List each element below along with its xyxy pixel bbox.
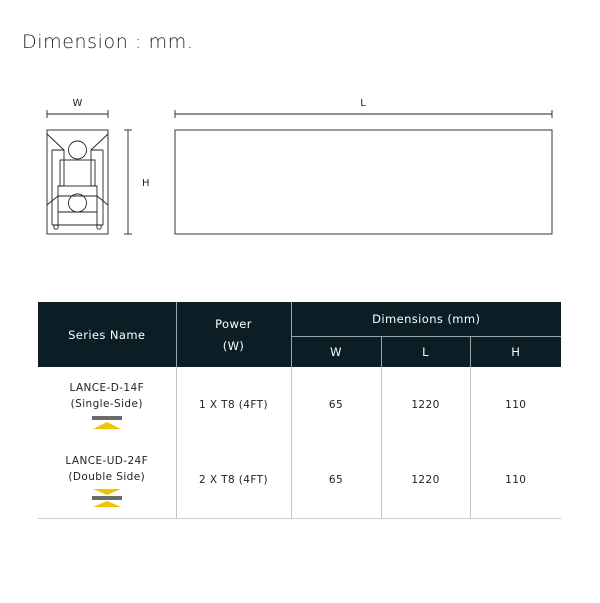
w-cell: 65 <box>291 443 381 518</box>
w-cell: 65 <box>291 367 381 443</box>
header-power-line2: (W) <box>222 338 245 353</box>
power-cell: 1 X T8 (4FT) <box>176 367 291 443</box>
header-power-line1: Power <box>215 316 252 331</box>
width-label: W <box>72 98 83 109</box>
spec-table <box>38 302 561 519</box>
header-series-name: Series Name <box>38 302 176 367</box>
l-cell: 1220 <box>381 367 470 443</box>
page-title: Dimension : mm. <box>22 31 194 53</box>
header-w: W <box>291 336 381 367</box>
h-cell: 110 <box>470 443 561 518</box>
header-dimensions: Dimensions (mm) <box>291 302 561 336</box>
series-name: LANCE-UD-24F <box>65 455 149 468</box>
h-cell: 110 <box>505 399 527 411</box>
table-row <box>38 443 561 518</box>
series-cell <box>38 443 176 518</box>
header-l: L <box>381 336 470 367</box>
table-row <box>38 367 561 443</box>
length-label: L <box>360 98 366 109</box>
dimension-drawing <box>0 0 600 260</box>
series-variant: (Single-Side) <box>70 398 143 410</box>
double-side-icon <box>92 489 122 507</box>
header-power <box>176 302 291 367</box>
side-view-drawing <box>175 110 552 234</box>
series-name: LANCE-D-14F <box>69 382 145 394</box>
height-label: H <box>142 178 150 189</box>
power-cell: 2 X T8 (4FT) <box>176 443 291 518</box>
series-cell <box>38 367 176 443</box>
l-cell: 1220 <box>381 443 470 518</box>
header-h: H <box>470 336 561 367</box>
end-view-drawing <box>47 110 132 234</box>
single-side-icon <box>92 416 122 430</box>
series-variant: (Double Side) <box>68 471 146 484</box>
